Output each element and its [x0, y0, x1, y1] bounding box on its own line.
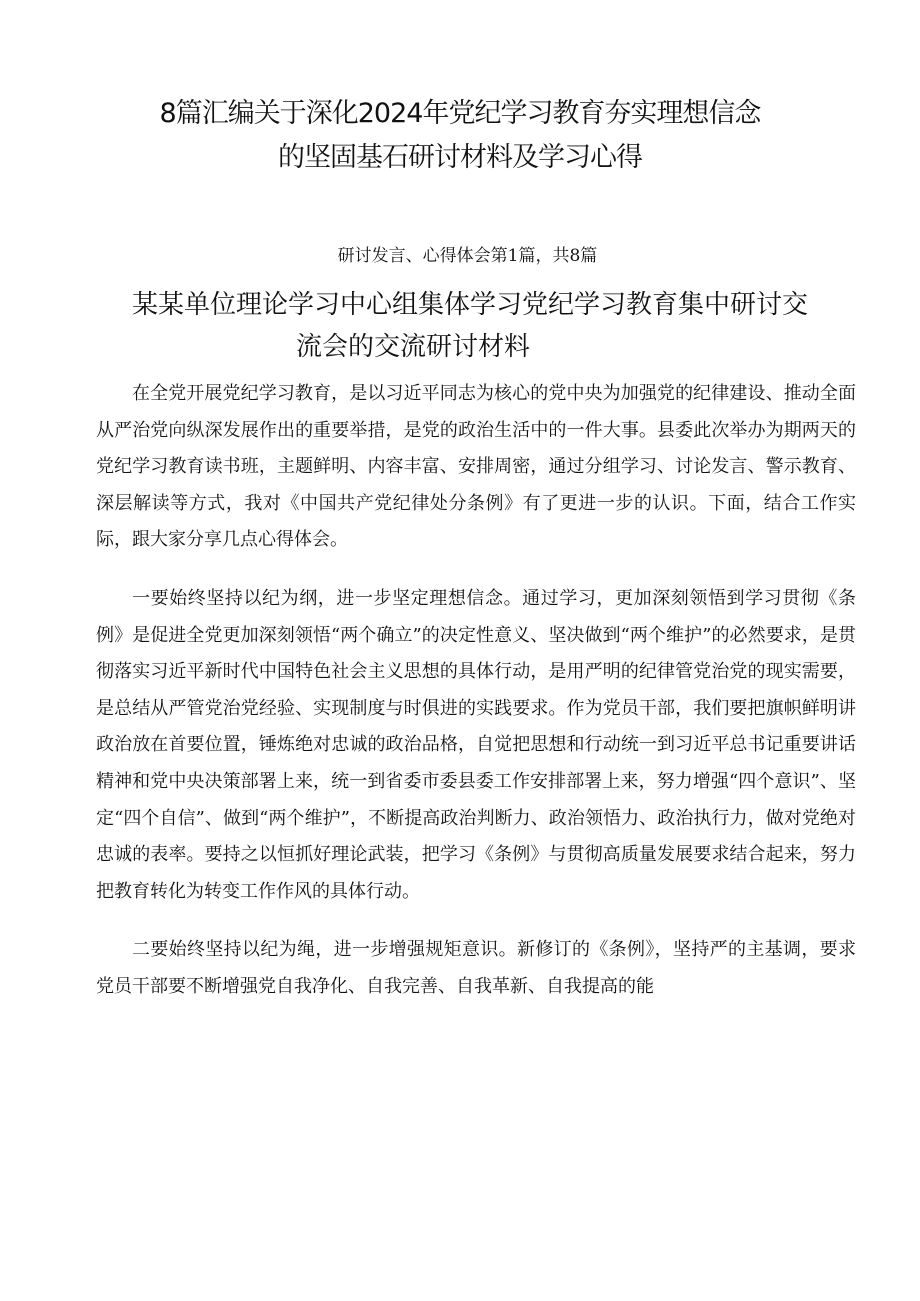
document-title	[80, 92, 840, 180]
document-title-line-1: 8篇汇编关于深化2024年党纪学习教育夯实理想信念	[159, 98, 761, 129]
article-body	[96, 376, 856, 1028]
body-paragraph-intro: 在全党开展党纪学习教育，是以习近平同志为核心的党中央为加强党的纪律建设、推动全面从严治党向纵深发展作出的重要举措，是党的政治生活中的一件大事。县委此次举办为期两天的党纪学习教育读书班，主题鲜明、内容丰富、安排周密，通过分组学习、讨论发言、警示教育、深层解读等方式，我对《中国共产党纪律处分条例》有了更进一步的认识。下面，结合工作实际，跟大家分享几点心得体会。	[96, 383, 856, 551]
body-paragraph-point-2: 二要始终坚持以纪为绳，进一步增强规矩意识。新修订的《条例》，坚持严的主基调，要求党员干部要不断增强党自我净化、自我完善、自我革新、自我提高的能	[96, 939, 856, 997]
body-paragraph-point-1: 一要始终坚持以纪为纲，进一步坚定理想信念。通过学习，更加深刻领悟到学习贯彻《条例》是促进全党更加深刻领悟“两个确立”的决定性意义、坚决做到“两个维护”的必然要求，是贯彻落实习近平新时代中国特色社会主义思想的具体行动，是用严明的纪律管党治党的现实需要，是总结从严管党治党经验、实现制度与时俱进的实践要求。作为党员干部，我们要把旗帜鲜明讲政治放在首要位置，锤炼绝对忠诚的政治品格，自觉把思想和行动统一到习近平总书记重要讲话精神和党中央决策部署上来，统一到省委市委县委工作安排部署上来，努力增强“四个意识”、坚定“四个自信”、做到“两个维护”，不断提高政治判断力、政治领悟力、政治执行力，做对党绝对忠诚的表率。要持之以恒抓好理论武装，把学习《条例》与贯彻高质量发展要求结合起来，努力把教育转化为转变工作作风的具体行动。	[96, 587, 856, 902]
article-title	[120, 284, 880, 368]
article-title-line-1: 某某单位理论学习中心组集体学习党纪学习教育集中研讨交	[132, 290, 809, 320]
article-title-line-2: 流会的交流研讨材料	[296, 332, 531, 362]
document-title-line-2: 的坚固基石研讨材料及学习心得	[278, 142, 642, 173]
section-label: 研讨发言、心得体会第1篇，共8篇	[337, 246, 598, 266]
